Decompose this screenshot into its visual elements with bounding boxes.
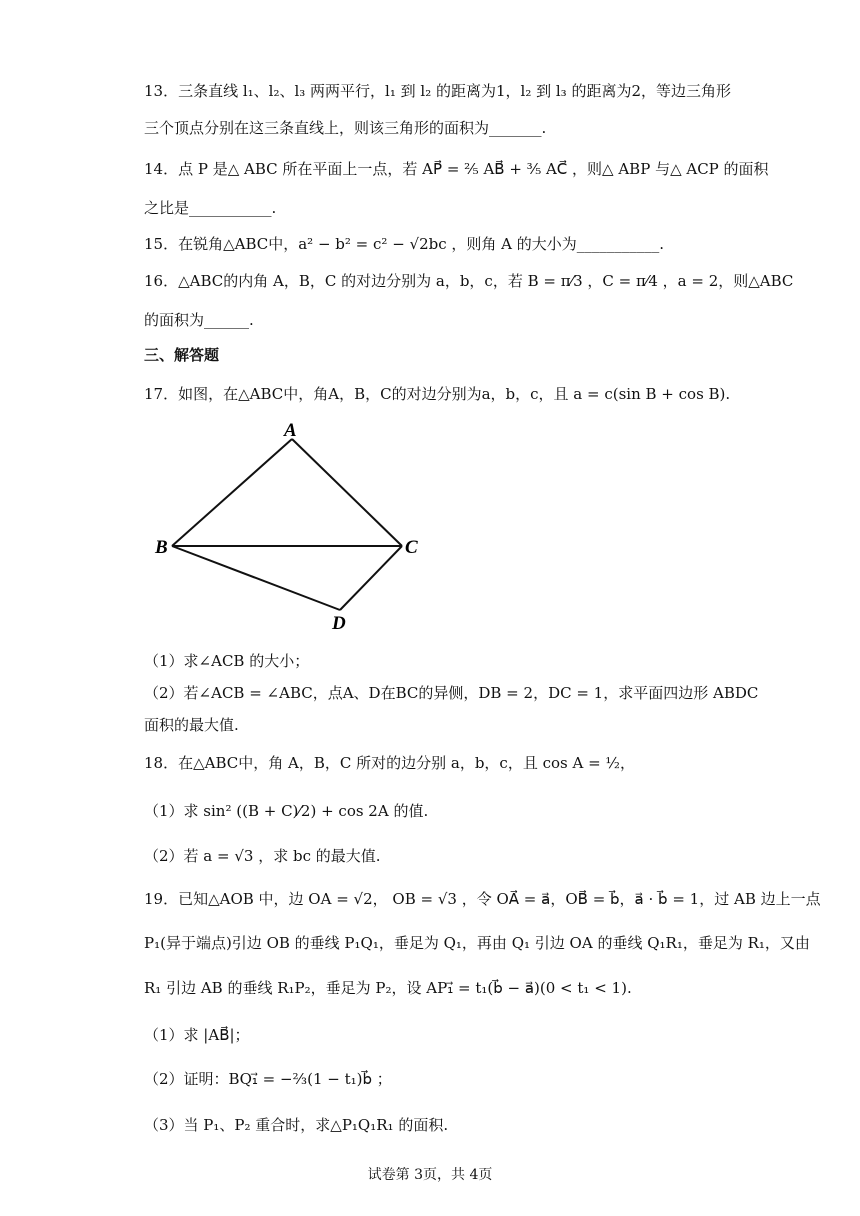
vertex-b-label: B (155, 537, 168, 558)
edge-bd (172, 546, 340, 610)
text-line-q17p2b: 面积的最大值. (144, 716, 239, 734)
text-line-q19p1: （1）求 |AB⃗|； (144, 1026, 250, 1044)
edge-ac (292, 439, 402, 546)
text-line-q19a: 19．已知△AOB 中，边 OA = √2， OB = √3 ，令 OA⃗ = a⃗，OB⃗ = b⃗，a⃗ · b⃗ = 1，过 AB 边上一点 (144, 890, 821, 908)
vertex-a-label: A (284, 420, 297, 441)
text-line-q16b: 的面积为______. (144, 311, 254, 329)
text-line-q19b: P₁(异于端点)引边 OB 的垂线 P₁Q₁，垂足为 Q₁，再由 Q₁ 引边 OA 的垂线 Q₁R₁，垂足为 R₁，又由 (144, 934, 810, 952)
text-line-q18p1: （1）求 sin² ((B + C)⁄2) + cos 2A 的值. (144, 802, 429, 820)
edge-ab (172, 439, 292, 546)
text-line-q15: 15．在锐角△ABC中，a² − b² = c² − √2bc ，则角 A 的大小为___________. (144, 235, 665, 253)
text-line-q18p2: （2）若 a = √3 ，求 bc 的最大值. (144, 847, 381, 865)
text-line-q13b: 三个顶点分别在这三条直线上，则该三角形的面积为_______. (144, 119, 547, 137)
text-line-q16a: 16．△ABC的内角 A，B，C 的对边分别为 a，b，c，若 B = π⁄3 ，C = π⁄4 ，a = 2，则△ABC (144, 272, 794, 290)
text-line-q19p2: （2）证明：BQ₁⃗ = −⅔(1 − t₁)b⃗ ； (144, 1070, 392, 1088)
page-footer: 试卷第 3页，共 4页 (367, 1167, 493, 1183)
text-line-q17p2a: （2）若∠ACB = ∠ABC，点A、D在BC的异侧，DB = 2，DC = 1，求平面四边形 ABDC (144, 684, 759, 702)
text-line-q18: 18．在△ABC中，角 A，B，C 所对的边分别 a，b，c，且 cos A = ½， (144, 754, 635, 772)
section-header: 三、解答题 (144, 346, 220, 364)
text-line-q14a: 14．点 P 是△ ABC 所在平面上一点，若 AP⃗ = ²⁄₅ AB⃗ + ³⁄₅ AC⃗ ，则△ ABP 与△ ACP 的面积 (144, 160, 769, 178)
text-line-q14b: 之比是___________. (144, 199, 277, 217)
text-line-q19p3: （3）当 P₁、P₂ 重合时，求△P₁Q₁R₁ 的面积. (144, 1116, 449, 1134)
text-line-q13a: 13．三条直线 l₁、l₂、l₃ 两两平行，l₁ 到 l₂ 的距离为1，l₂ 到 l₃ 的距离为2，等边三角形 (144, 82, 731, 100)
text-line-q19c: R₁ 引边 AB 的垂线 R₁P₂，垂足为 P₂，设 AP₁⃗ = t₁(b⃗ − a⃗)(0 < t₁ < 1). (144, 979, 632, 997)
vertex-d-label: D (332, 613, 346, 634)
text-line-q17: 17．如图，在△ABC中，角A，B，C的对边分别为a，b，c，且 a = c(sin B + cos B). (144, 385, 731, 403)
vertex-c-label: C (405, 537, 418, 558)
edge-cd (340, 546, 402, 610)
text-line-q17p1: （1）求∠ACB 的大小； (144, 652, 310, 670)
